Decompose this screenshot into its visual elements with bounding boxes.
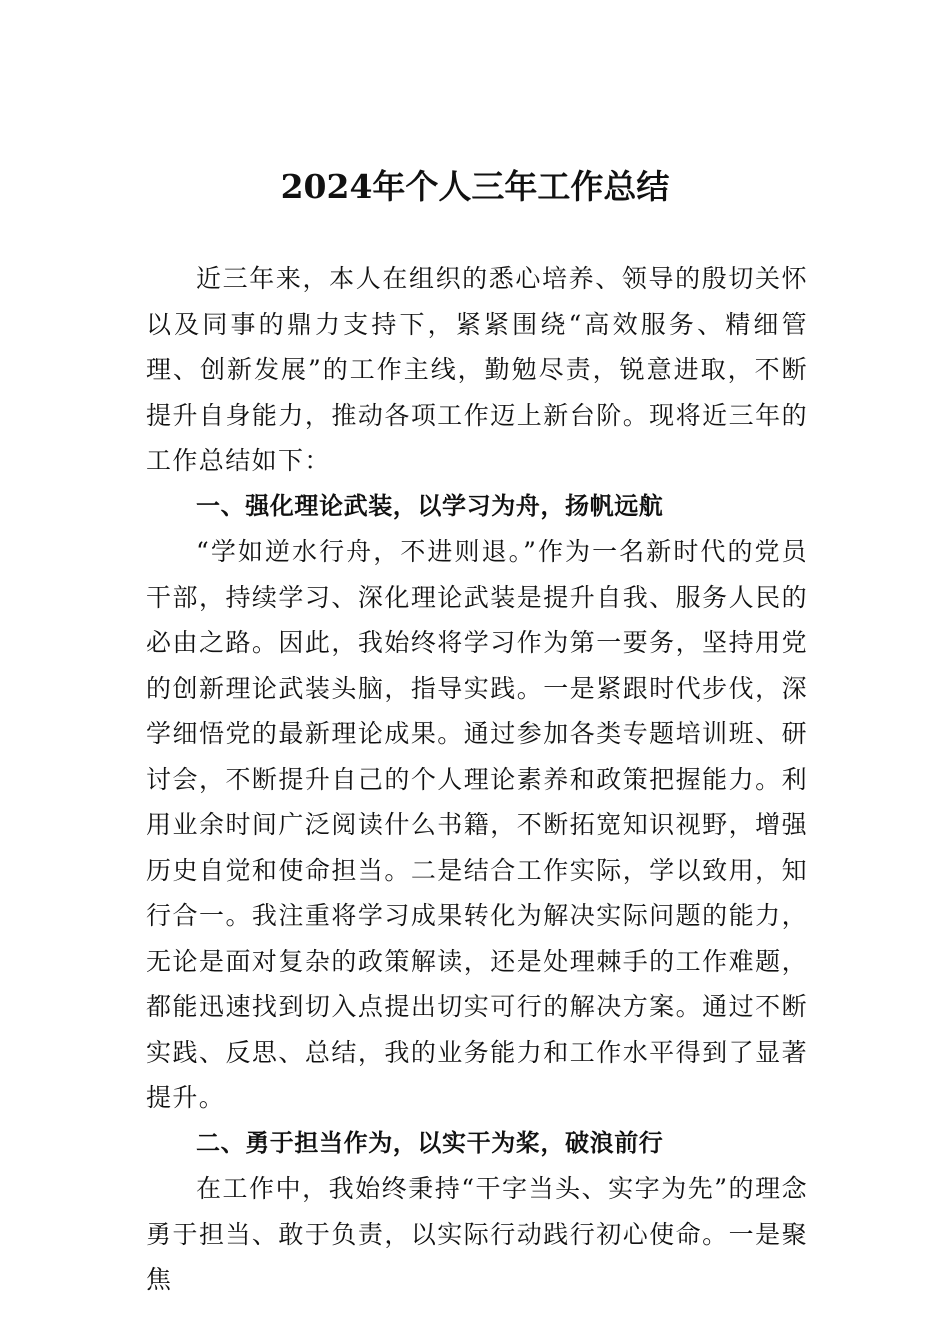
section-heading-1: 一、强化理论武装，以学习为舟，扬帆远航 (196, 491, 664, 520)
document-body (146, 256, 808, 1303)
section-paragraph-2: 在工作中，我始终秉持“干字当头、实字为先”的理念勇于担当、敢于负责，以实际行动践行初心使命。一是聚焦 (146, 1174, 808, 1294)
section-heading-2: 二、勇于担当作为，以实干为桨，破浪前行 (196, 1128, 664, 1157)
intro-paragraph: 近三年来，本人在组织的悉心培养、领导的殷切关怀以及同事的鼎力支持下，紧紧围绕“高效服务、精细管理、创新发展”的工作主线，勤勉尽责，锐意进取，不断提升自身能力，推动各项工作迈上新台阶。现将近三年的工作总结如下： (146, 264, 808, 475)
section-paragraph-1: “学如逆水行舟，不进则退。”作为一名新时代的党员干部，持续学习、深化理论武装是提升自我、服务人民的必由之路。因此，我始终将学习作为第一要务，坚持用党的创新理论武装头脑，指导实践。一是紧跟时代步伐，深学细悟党的最新理论成果。通过参加各类专题培训班、研讨会，不断提升自己的个人理论素养和政策把握能力。利用业余时间广泛阅读什么书籍，不断拓宽知识视野，增强历史自觉和使命担当。二是结合工作实际，学以致用，知行合一。我注重将学习成果转化为解决实际问题的能力，无论是面对复杂的政策解读，还是处理棘手的工作难题，都能迅速找到切入点提出切实可行的解决方案。通过不断实践、反思、总结，我的业务能力和工作水平得到了显著提升。 (146, 537, 808, 1112)
document-title: 2024年个人三年工作总结 (280, 167, 670, 206)
